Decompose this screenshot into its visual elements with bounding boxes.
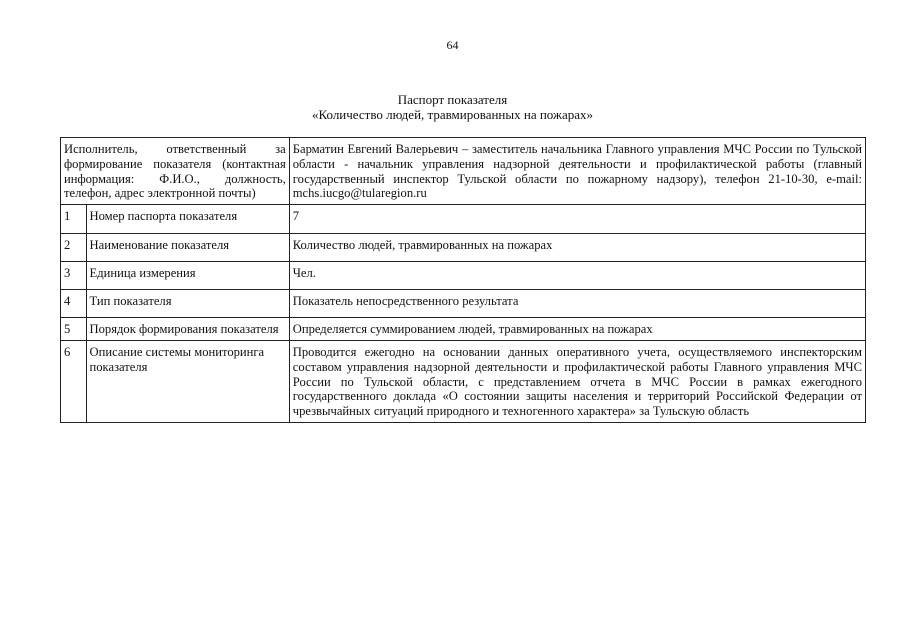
- table-row: [61, 234, 866, 262]
- table-row: [61, 205, 866, 234]
- row-number: 5: [61, 318, 87, 341]
- executor-label: Исполнитель, ответственный за формирование показателя (контактная информация: Ф.И.О., должность, телефон, адрес электронной почты): [61, 138, 290, 205]
- row-label: Тип показателя: [86, 290, 289, 318]
- row-number: 3: [61, 262, 87, 290]
- title-line-2: «Количество людей, травмированных на пожарах»: [311, 107, 594, 122]
- row-value: 7: [289, 205, 865, 234]
- row-label: Номер паспорта показателя: [86, 205, 289, 234]
- row-label: Наименование показателя: [86, 234, 289, 262]
- title-line-1: Паспорт показателя: [397, 92, 508, 107]
- row-value: Проводится ежегодно на основании данных оперативного учета, осуществляемого инспекторским составом управления надзорной деятельности и профилактической работы Главного управления МЧС России по Тульской области, с представлением отчета в МЧС России в рамках ежегодного государственного доклада «О состоянии защиты населения и территорий Российской Федерации от чрезвычайных ситуаций природного и техногенного характера» за Тульскую область: [289, 340, 865, 422]
- row-number: 1: [61, 205, 87, 234]
- row-value: Чел.: [289, 262, 865, 290]
- executor-value: Барматин Евгений Валерьевич – заместитель начальника Главного управления МЧС России по Тульской области - начальник управления надзорной деятельности и профилактической работы (главный государственный инспектор Тульской области по пожарному надзору), телефон 21-10-30, e-mail: mchs.iucgo@tularegion.ru: [289, 138, 865, 205]
- row-number: 6: [61, 340, 87, 422]
- executor-row: [61, 138, 866, 205]
- row-value: Определяется суммированием людей, травмированных на пожарах: [289, 318, 865, 341]
- row-label: Единица измерения: [86, 262, 289, 290]
- row-number: 4: [61, 290, 87, 318]
- row-label: Описание системы мониторинга показателя: [86, 340, 289, 422]
- row-label: Порядок формирования показателя: [86, 318, 289, 341]
- table-row: [61, 318, 866, 341]
- table-row: [61, 340, 866, 422]
- table-row: [61, 262, 866, 290]
- row-value: Количество людей, травмированных на пожарах: [289, 234, 865, 262]
- document-title: [0, 92, 905, 122]
- page-number: 64: [446, 38, 459, 52]
- table-row: [61, 290, 866, 318]
- indicator-passport-table: [60, 137, 866, 423]
- row-value: Показатель непосредственного результата: [289, 290, 865, 318]
- row-number: 2: [61, 234, 87, 262]
